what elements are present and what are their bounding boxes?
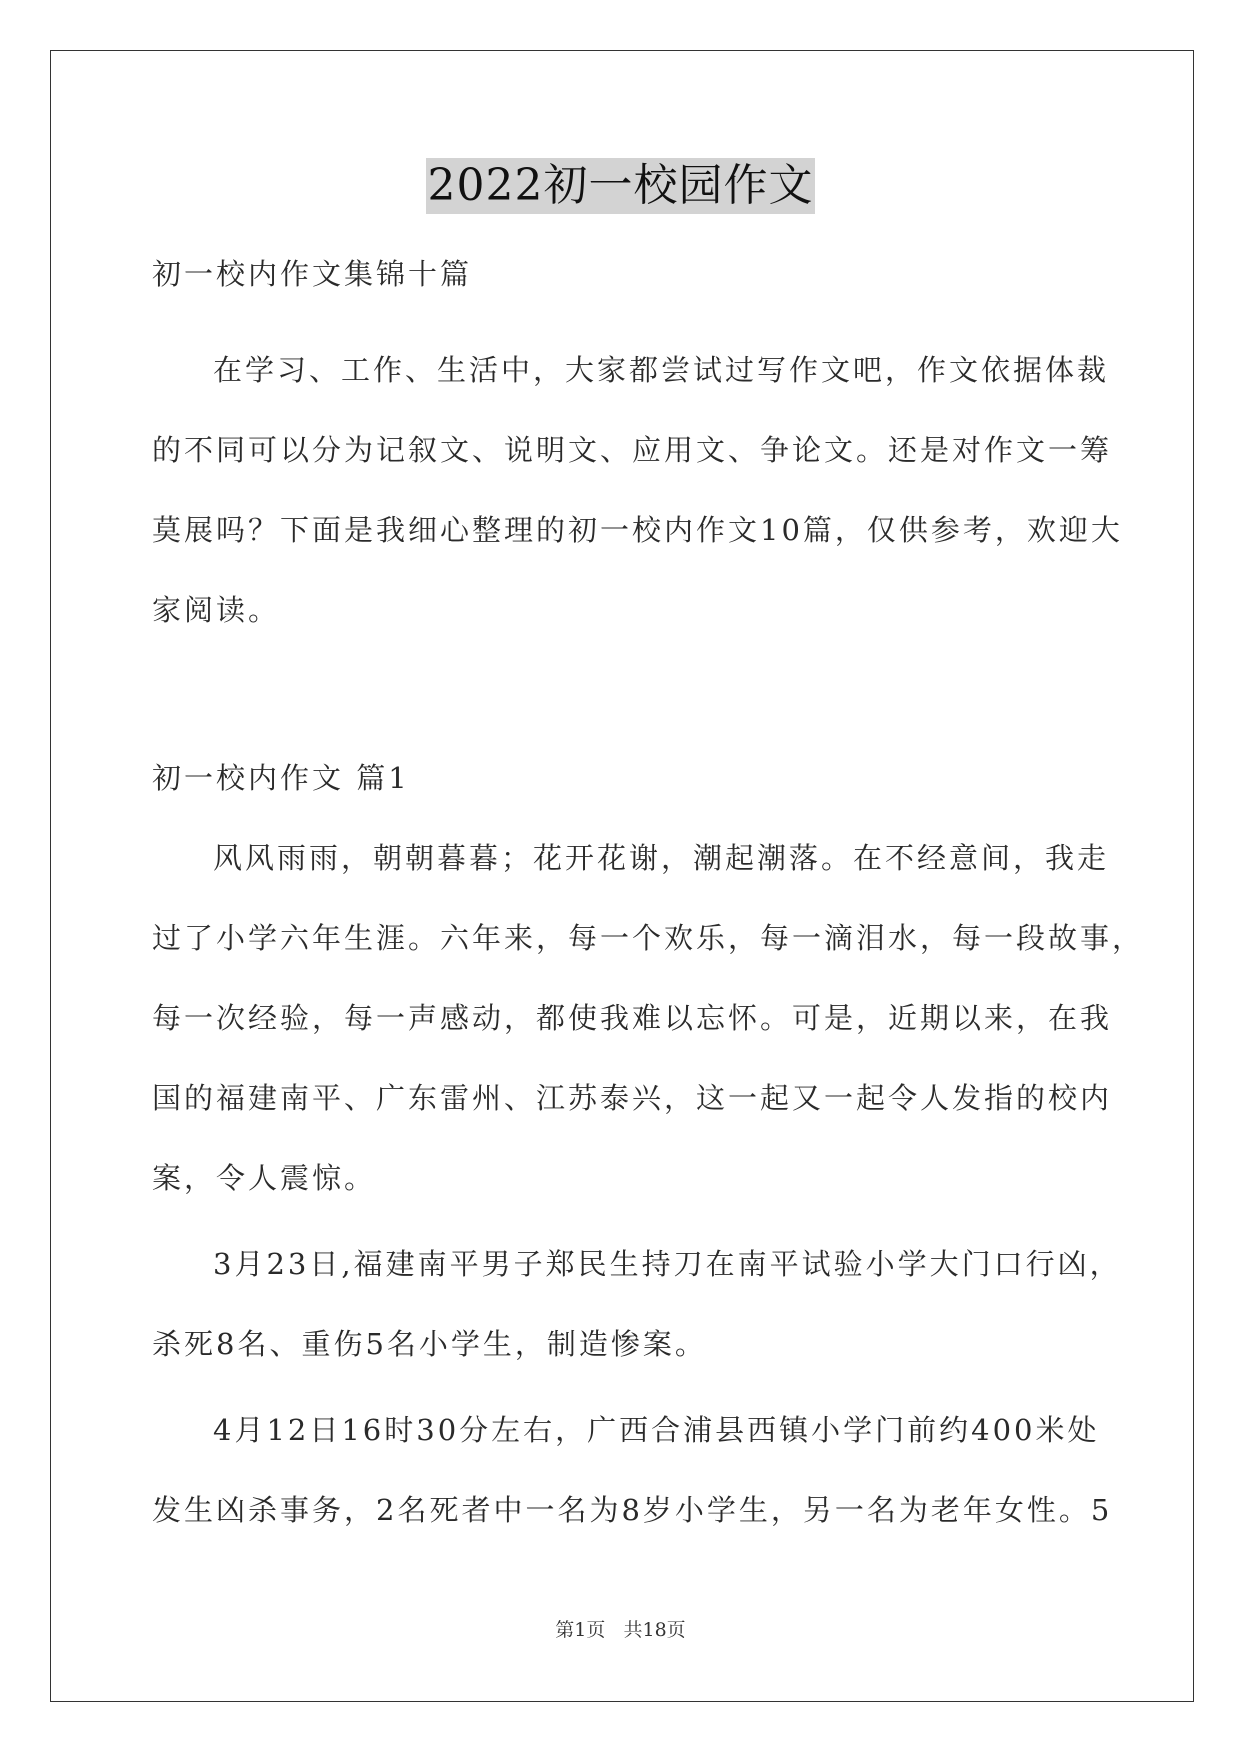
- page-number-footer: 第1页 共18页: [555, 1619, 686, 1641]
- body-line-6: 3月23日,福建南平男子郑民生持刀在南平试验小学大门口行凶，: [213, 1247, 1122, 1281]
- body-line-8: 4月12日16时30分左右，广西合浦县西镇小学门前约400米处: [213, 1413, 1100, 1447]
- intro-line-3: 莫展吗？下面是我细心整理的初一校内作文10篇，仅供参考，欢迎大: [152, 513, 1123, 547]
- body-line-5: 案，令人震惊。: [152, 1161, 377, 1195]
- intro-line-1: 在学习、工作、生活中，大家都尝试过写作文吧，作文依据体裁: [213, 353, 1110, 387]
- body-line-2: 过了小学六年生涯。六年来，每一个欢乐，每一滴泪水，每一段故事，: [152, 921, 1145, 955]
- body-line-9: 发生凶杀事务，2名死者中一名为8岁小学生，另一名为老年女性。5: [152, 1493, 1113, 1527]
- body-line-4: 国的福建南平、广东雷州、江苏泰兴，这一起又一起令人发指的校内: [152, 1081, 1113, 1115]
- section-heading: 初一校内作文 篇1: [152, 761, 410, 795]
- body-line-1: 风风雨雨，朝朝暮暮；花开花谢，潮起潮落。在不经意间，我走: [213, 841, 1110, 875]
- intro-line-4: 家阅读。: [152, 593, 281, 627]
- document-title: 2022初一校园作文: [426, 158, 816, 214]
- title-container: [0, 158, 1241, 214]
- body-line-3: 每一次经验，每一声感动，都使我难以忘怀。可是，近期以来，在我: [152, 1001, 1113, 1035]
- intro-line-2: 的不同可以分为记叙文、说明文、应用文、争论文。还是对作文一筹: [152, 433, 1113, 467]
- body-line-7: 杀死8名、重伤5名小学生，制造惨案。: [152, 1327, 707, 1361]
- subtitle-line: 初一校内作文集锦十篇: [152, 257, 473, 291]
